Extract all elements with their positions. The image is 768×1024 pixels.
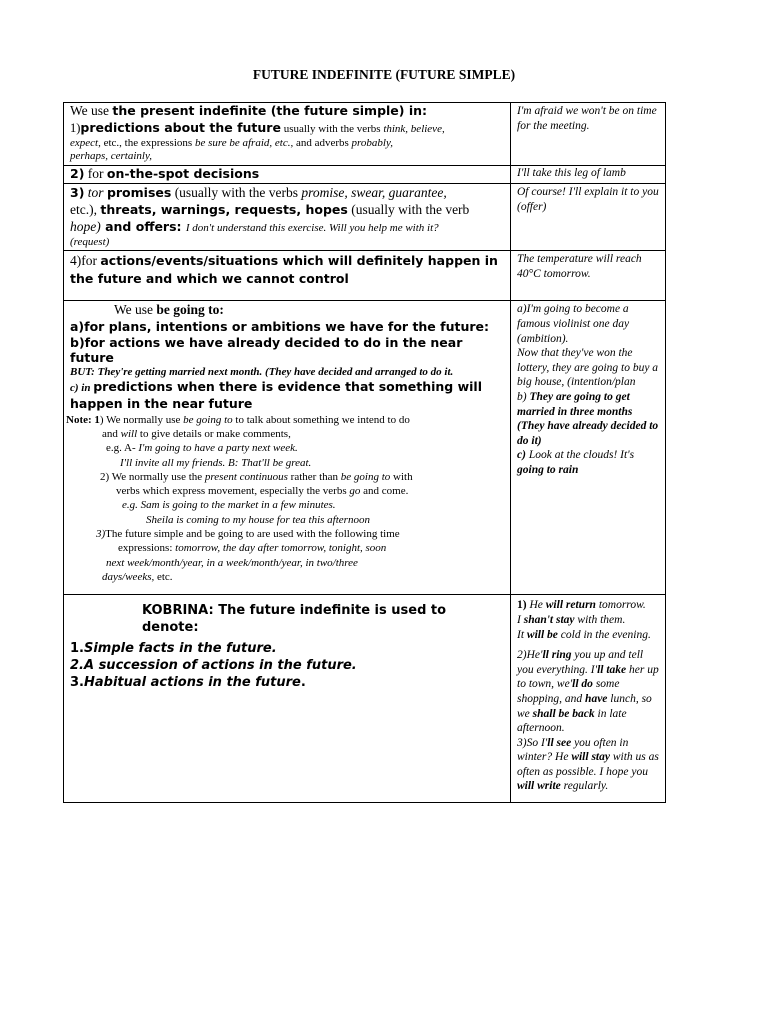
text: be going to [340, 470, 391, 483]
text: BUT: They're getting married next month. (They have decided and arranged to do it. [70, 366, 454, 379]
text: b)for actions we have already decided to do in the near future [70, 334, 463, 366]
text: a)for plans, intentions or ambitions we have for the future: [70, 319, 489, 335]
text: , etc., the expressions [98, 136, 195, 149]
table-row [64, 103, 666, 166]
text: with [390, 470, 413, 483]
text: I' [590, 663, 598, 676]
text: present continuous [204, 470, 288, 483]
text: e.g. Sam is going to the market in a few minutes. [122, 499, 336, 512]
table-row [64, 251, 666, 301]
text: regularly. [560, 780, 609, 793]
text: tor [84, 184, 107, 200]
text: c) in [70, 382, 94, 395]
text: be going to: [156, 302, 224, 318]
text: Simple facts in the future. [83, 640, 277, 656]
text: I don't understand this exercise. Will you help me with it? [185, 221, 439, 234]
text: I'll invite all my friends. B: That'll be great. [120, 456, 312, 469]
table-row [64, 595, 666, 803]
text: promise, swear, guarantee, [301, 184, 447, 200]
text: 2.A succession of actions in the future. [70, 657, 357, 673]
text: actions/events/situations which will definitely happen in the future and which we cannot control [70, 253, 498, 286]
text: c) [517, 449, 526, 462]
text: 2) We normally use the [100, 470, 205, 483]
text: They are going to get married in three months (They have already decided to do it) [517, 390, 659, 447]
rule-cell-kobrina [64, 595, 511, 803]
text: perhaps, certainly, [70, 150, 152, 163]
text: and adverbs [293, 136, 352, 149]
text: ll take [597, 663, 627, 676]
text: a)I'm going to become a famous violinist one day (ambition). [517, 303, 630, 345]
text: in late afternoon. [517, 707, 627, 735]
text: probably, [351, 136, 394, 149]
text: shan't stay [523, 613, 575, 626]
example-cell: Of course! I'll explain it to you (offer) [511, 183, 666, 250]
text: will stay [571, 751, 610, 764]
text: promises [106, 184, 172, 200]
text: ll do [572, 678, 593, 691]
text: We use [114, 302, 157, 318]
text: expect [70, 136, 99, 149]
text: ) We normally use [99, 413, 184, 426]
text: 1) [70, 120, 81, 135]
text: hope) [70, 218, 101, 234]
text: will be [526, 628, 558, 641]
text: will write [517, 780, 561, 793]
text: lunch, so we [517, 692, 652, 720]
text: shall be back [532, 707, 595, 720]
grammar-table [63, 102, 666, 803]
example-cell: I'll take this leg of lamb [511, 166, 666, 184]
text: will return [545, 599, 596, 612]
text: rather than [287, 470, 341, 483]
text: Note: 1 [66, 413, 100, 426]
text: (usually with the verbs [171, 184, 302, 200]
example-cell: The temperature will reach 40°C tomorrow. [511, 251, 666, 301]
text: ll ring [542, 649, 572, 662]
text: 3)So I' [517, 736, 548, 749]
text: you up and tell you everything. [517, 649, 644, 676]
text: with us as often as possible. I hope you [517, 751, 659, 778]
text: The future simple and be going to are used with the following time [105, 528, 400, 541]
text: and offers: [100, 218, 186, 234]
example-cell [511, 301, 666, 595]
text: e.g. A- [106, 442, 139, 455]
text: on-the-spot decisions [106, 166, 260, 182]
text: go [349, 485, 361, 498]
text: the present indefinite (the future simple) [112, 103, 405, 118]
text: It [517, 628, 527, 641]
text: (request) [70, 235, 110, 248]
text: think, believe, [383, 122, 445, 135]
text: next week/month/year, in a week/month/year, in two/three [106, 556, 358, 569]
text: her up to town, we' [517, 663, 659, 691]
text: 1. [70, 640, 84, 656]
text: 3. [70, 674, 84, 690]
text: usually with the verbs [280, 122, 384, 135]
text: predictions when there is evidence that something will happen in the near future [70, 379, 483, 412]
text: verbs which express movement, especially the verbs [116, 485, 350, 498]
text: in: [404, 103, 428, 118]
text: We use [70, 103, 113, 118]
table-row [64, 166, 666, 184]
text: cold in the evening. [557, 628, 651, 641]
text: for [84, 166, 107, 182]
text: 1) [517, 599, 527, 612]
text: to give details or make comments, [137, 427, 291, 440]
kobrina-heading: KOBRINA: The future indefinite is used to denote: [142, 603, 447, 635]
text: He [555, 751, 572, 764]
text: I'm going to have a party next week. [138, 442, 298, 455]
text: going to rain [517, 463, 579, 476]
rule-cell-going-to [64, 301, 511, 595]
example-cell: I'm afraid we won't be on time for the meeting. [511, 103, 666, 166]
rule-cell-promises [64, 183, 511, 250]
text: Look at the clouds! It's [525, 449, 635, 462]
text: 2)He' [517, 649, 543, 662]
text: tomorrow, the day after tomorrow, tonight, soon [175, 542, 387, 555]
text: be sure be afraid, etc., [194, 136, 294, 149]
text: with them. [574, 613, 626, 626]
table-row [64, 301, 666, 595]
text: will [120, 427, 138, 440]
text: be going to [183, 413, 233, 426]
page-title: FUTURE INDEFINITE (FUTURE SIMPLE) [252, 67, 516, 82]
text: ll see [547, 736, 572, 749]
text: Habitual actions in the future [83, 674, 301, 690]
text: He [526, 599, 546, 612]
text: etc. [154, 570, 173, 583]
text: some shopping, and [517, 678, 620, 705]
text: and come. [360, 485, 409, 498]
rule-cell-decisions [64, 166, 511, 184]
text: 4)for [70, 253, 101, 269]
text: 3) [70, 184, 85, 200]
text: to talk about something we intend to do [232, 413, 410, 426]
text: predictions about the future [80, 119, 281, 135]
text: Now that they've won the lottery, they are going to buy a big house, (intention/plan [517, 347, 659, 389]
text: tomorrow. [595, 599, 646, 612]
example-cell [511, 595, 666, 803]
text: (usually with the verb [347, 201, 470, 217]
text: days/weeks, [102, 570, 155, 583]
text: 3) [96, 528, 106, 541]
text: Sheila is coming to my house for tea this afternoon [146, 513, 370, 526]
text: b) [517, 390, 530, 403]
text: you often in winter? [517, 736, 629, 764]
text: 2) [70, 166, 85, 182]
text: and [102, 427, 121, 440]
text: I [517, 613, 524, 626]
text: etc.), [70, 201, 101, 217]
text: expressions: [118, 542, 176, 555]
rule-cell-actions [64, 251, 511, 301]
text: have [585, 692, 608, 705]
table-row [64, 183, 666, 250]
text: . [300, 674, 306, 690]
rule-cell-predictions [64, 103, 511, 166]
text: threats, warnings, requests, hopes [100, 201, 348, 217]
